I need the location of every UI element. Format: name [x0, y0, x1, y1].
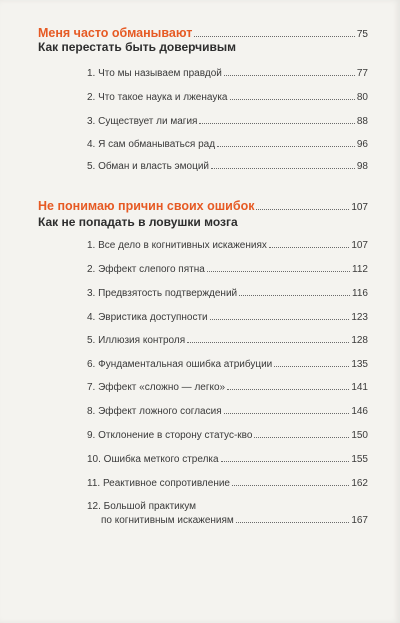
toc-entry [87, 288, 368, 299]
page-number: 88 [356, 116, 368, 127]
toc-entry [87, 68, 368, 79]
toc-entry [87, 161, 368, 172]
entry-label-line-2: по когнитивным искажениям [101, 515, 234, 526]
section-title: Не понимаю причин своих ошибок [38, 199, 255, 213]
page-number: 107 [351, 240, 368, 251]
entry-label: 5. Обман и власть эмоций [87, 161, 209, 172]
page-number: 107 [351, 202, 368, 213]
leader-dots [274, 366, 349, 367]
entry-label: 1. Что мы называем правдой [87, 68, 222, 79]
entry-label: 5. Иллюзия контроля [87, 335, 186, 346]
leader-dots [217, 146, 355, 147]
toc-entry [87, 240, 368, 251]
entry-line-2 [101, 515, 368, 526]
entry-label: 11. Реактивное сопротивление [87, 478, 230, 489]
toc-entry [87, 335, 368, 346]
entry-label: 3. Предвзятость подтверждений [87, 288, 238, 299]
entry-label: 6. Фундаментальная ошибка атрибуции [87, 359, 273, 370]
entry-label: 9. Отклонение в сторону статус-кво [87, 430, 253, 441]
page-number: 75 [356, 29, 368, 40]
entry-label: 2. Что такое наука и лженаука [87, 92, 228, 103]
section-2-heading [38, 199, 368, 213]
leader-dots [254, 437, 349, 438]
toc-entry [87, 359, 368, 370]
page-number: 112 [352, 264, 368, 275]
page-number: 98 [356, 161, 368, 172]
page-number: 141 [351, 382, 368, 393]
toc-entry [87, 454, 368, 465]
page-number: 146 [351, 406, 368, 417]
leader-dots [236, 522, 350, 523]
leader-dots [224, 75, 355, 76]
section-title: Меня часто обманывают [38, 26, 193, 40]
toc-entry [87, 264, 368, 275]
page-number: 116 [352, 288, 368, 299]
page-number: 155 [351, 454, 368, 465]
leader-dots [239, 295, 350, 296]
page-number: 77 [356, 68, 368, 79]
toc-entry [87, 406, 368, 417]
toc-entry [87, 312, 368, 323]
entry-label: 4. Эвристика доступности [87, 312, 208, 323]
entry-label: 3. Существует ли магия [87, 116, 198, 127]
leader-dots [211, 168, 355, 169]
page-number: 80 [356, 92, 368, 103]
toc-entry [87, 139, 368, 150]
leader-dots [232, 485, 349, 486]
leader-dots [227, 389, 349, 390]
leader-dots [207, 271, 350, 272]
toc-entry [87, 382, 368, 393]
leader-dots [224, 413, 350, 414]
page-number: 128 [351, 335, 368, 346]
page-number: 150 [351, 430, 368, 441]
leader-dots [221, 461, 350, 462]
toc-entry [87, 92, 368, 103]
toc-entry [87, 430, 368, 441]
entry-label: 10. Ошибка меткого стрелка [87, 454, 219, 465]
toc-entry [87, 478, 368, 489]
leader-dots [187, 342, 349, 343]
leader-dots [199, 123, 354, 124]
toc-entry [87, 116, 368, 127]
section-1-heading [38, 26, 368, 40]
entry-label: 8. Эффект ложного согласия [87, 406, 222, 417]
leader-dots [256, 209, 349, 210]
leader-dots [194, 36, 355, 37]
leader-dots [210, 319, 350, 320]
entry-label: 7. Эффект «сложно — легко» [87, 382, 226, 393]
entry-label-line-1: 12. Большой практикум [87, 501, 197, 512]
entry-label: 4. Я сам обманываться рад [87, 139, 216, 150]
entry-label: 1. Все дело в когнитивных искажениях [87, 240, 267, 251]
leader-dots [230, 99, 355, 100]
leader-dots [269, 247, 349, 248]
page-number: 162 [351, 478, 368, 489]
section-1-subtitle: Как перестать быть доверчивым [38, 40, 237, 54]
toc-entry-multiline [87, 501, 368, 526]
page-number: 96 [356, 139, 368, 150]
page-number: 123 [351, 312, 368, 323]
entry-label: 2. Эффект слепого пятна [87, 264, 205, 275]
section-2-subtitle: Как не попадать в ловушки мозга [38, 215, 238, 229]
page-number: 135 [351, 359, 368, 370]
page-number: 167 [351, 515, 368, 526]
